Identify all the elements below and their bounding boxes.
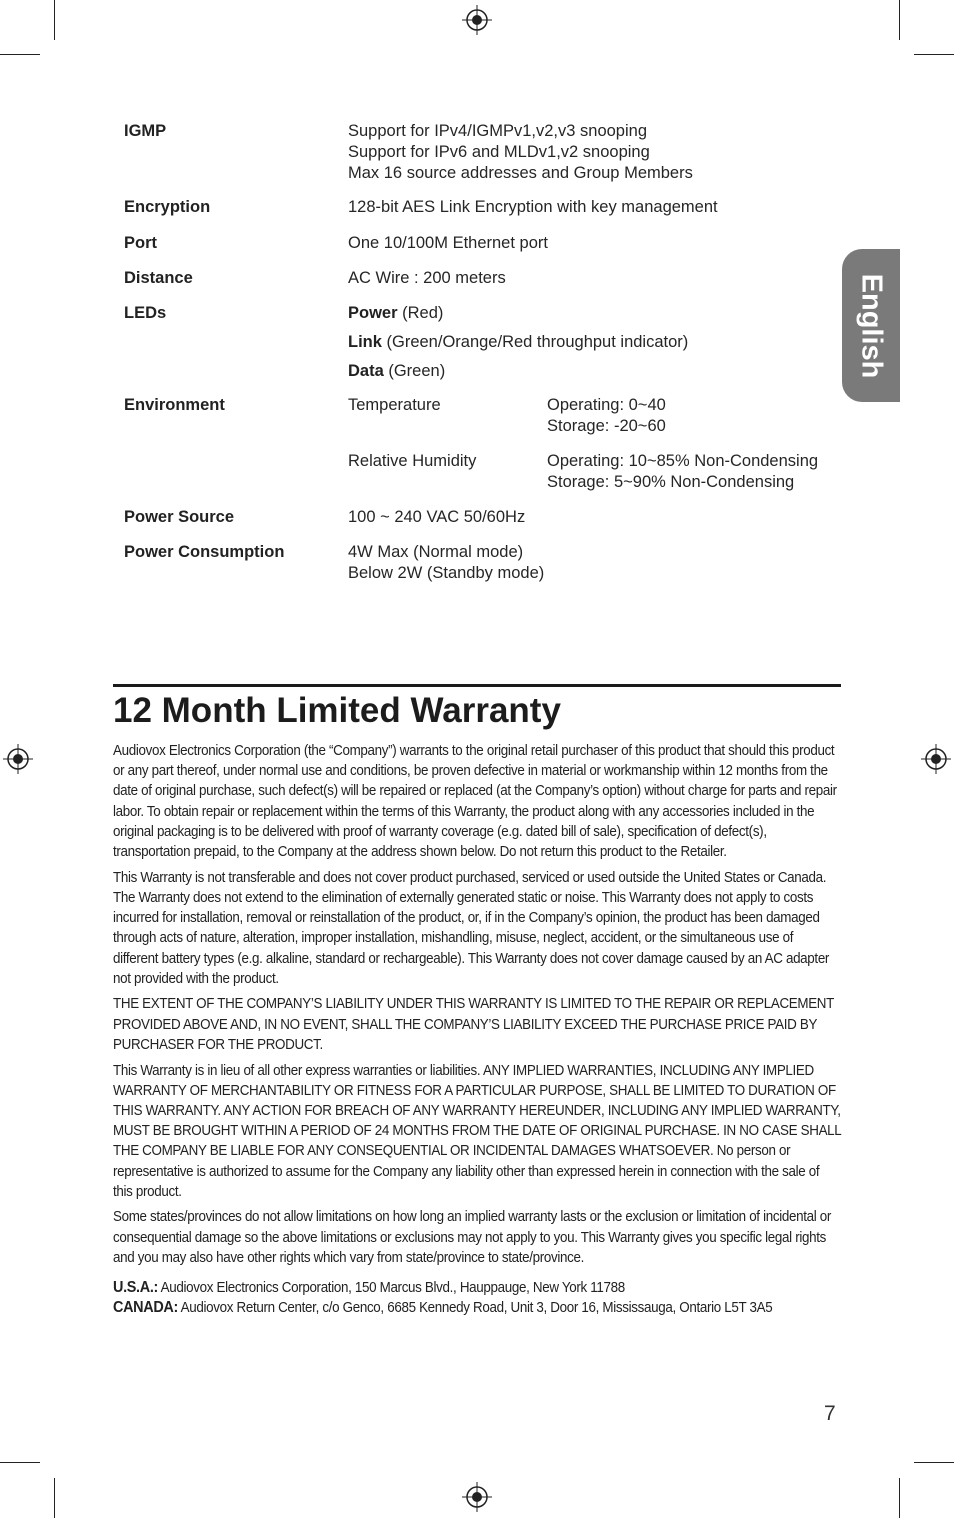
led-item xyxy=(348,328,844,357)
canada-address xyxy=(113,1298,841,1318)
usa-address-text: Audiovox Electronics Corporation, 150 Marcus Blvd., Hauppauge, New York 11788 xyxy=(157,1280,625,1297)
led-desc: (Green) xyxy=(383,362,446,380)
spec-value xyxy=(348,121,844,184)
spec-label: Port xyxy=(124,234,157,252)
registration-mark-icon xyxy=(921,744,951,774)
spec-value-line: 4W Max (Normal mode) xyxy=(348,543,524,561)
spec-label: Environment xyxy=(124,396,225,414)
warranty-paragraph: This Warranty is not transferable and does not cover product purchased, serviced or used outside the United States or Canada. The Warranty does not extend to the elimination of externally generated static or noise. This Warranty does not apply to costs incurred for installation, removal or reinstallation of the product, or, if in the Company’s opinion, the product has been damaged through acts of nature, alteration, improper installation, mishandling, misuse, neglect, accident, or the simultaneous use of different battery types (e.g. alkaline, standard or rechargeable). This Warranty does not cover damage caused by an AC adapter not provided with the product. xyxy=(113,869,830,987)
crop-mark xyxy=(914,54,954,55)
sub-value-humidity xyxy=(547,451,818,493)
led-name: Power xyxy=(348,304,398,322)
spec-label: Distance xyxy=(124,269,193,287)
usa-label: U.S.A.: xyxy=(113,1279,158,1297)
spec-value xyxy=(348,299,844,386)
registration-mark-icon xyxy=(462,1482,492,1512)
led-item xyxy=(348,357,844,386)
language-tab xyxy=(842,249,900,402)
section-divider xyxy=(113,684,841,687)
spec-value: One 10/100M Ethernet port xyxy=(348,234,548,252)
sub-value-temperature xyxy=(547,395,666,437)
crop-mark xyxy=(0,1462,40,1463)
registration-mark-icon xyxy=(3,744,33,774)
spec-label: Encryption xyxy=(124,198,211,216)
led-desc: (Red) xyxy=(397,304,444,322)
led-desc: (Green/Orange/Red throughput indicator) xyxy=(381,333,689,351)
spec-value-line: Support for IPv6 and MLDv1,v2 snooping xyxy=(348,143,650,161)
spec-value-line: Storage: -20~60 xyxy=(547,417,666,435)
spec-value-line: Below 2W (Standby mode) xyxy=(348,564,545,582)
spec-label: Power Consumption xyxy=(124,543,285,561)
warranty-paragraph: This Warranty is in lieu of all other express warranties or liabilities. ANY IMPLIED WARRANTIES, INCLUDING ANY IMPLIED WARRANTY OF MERCHANTABILITY OR FITNESS FOR A PARTICULAR PURPOSE, SHALL BE LIMITED TO DURATION OF THIS WARRANTY. ANY ACTION FOR BREACH OF ANY WARRANTY HEREUNDER, INCLUDING ANY IMPLIED WARRANTY, MUST BE BROUGHT WITHIN A PERIOD OF 24 MONTHS FROM THE DATE OF ORIGINAL PURCHASE. IN NO CASE SHALL THE COMPANY BE LIABLE FOR ANY CONSEQUENTIAL OR INCIDENTAL DAMAGES WHATSOEVER. No person or representative is authorized to assume for the Company any liability other than expressed herein in connection with the sale of this product. xyxy=(113,1062,841,1200)
spec-value: AC Wire : 200 meters xyxy=(348,269,506,287)
spec-value-line: Operating: 10~85% Non-Condensing xyxy=(547,452,819,470)
sub-label-temperature: Temperature xyxy=(348,396,441,414)
language-tab-label: English xyxy=(855,273,888,378)
crop-mark xyxy=(914,1462,954,1463)
led-item xyxy=(348,299,844,328)
crop-mark xyxy=(899,0,900,40)
sub-label-humidity: Relative Humidity xyxy=(348,452,477,470)
warranty-paragraph: THE EXTENT OF THE COMPANY’S LIABILITY UNDER THIS WARRANTY IS LIMITED TO THE REPAIR OR REPLACEMENT PROVIDED ABOVE AND, IN NO EVENT, SHALL THE COMPANY’S LIABILITY EXCEED THE PURCHASE PRICE PAID BY PURCHASER FOR THE PRODUCT. xyxy=(113,996,834,1053)
led-name: Data xyxy=(348,362,384,380)
spec-value: 128-bit AES Link Encryption with key management xyxy=(348,198,718,216)
canada-address-text: Audiovox Return Center, c/o Genco, 6685 Kennedy Road, Unit 3, Door 16, Mississauga, Ontario L5T 3A5 xyxy=(177,1300,773,1317)
crop-mark xyxy=(54,0,55,40)
spec-label: LEDs xyxy=(124,304,167,322)
warranty-paragraph: Some states/provinces do not allow limitations on how long an implied warranty lasts or the exclusion or limitation of incidental or consequential damage so the above limitations or exclusions may not apply to you. This Warranty gives you specific legal rights and you may also have other rights which vary from state/province to state/province. xyxy=(113,1209,832,1266)
crop-mark xyxy=(899,1478,900,1518)
spec-value-line: Storage: 5~90% Non-Condensing xyxy=(547,473,795,491)
spec-value-line: Max 16 source addresses and Group Members xyxy=(348,164,693,182)
spec-label: IGMP xyxy=(124,122,167,140)
spec-value-line: Operating: 0~40 xyxy=(547,396,666,414)
address-block xyxy=(113,1278,841,1318)
usa-address xyxy=(113,1278,841,1298)
page-number: 7 xyxy=(824,1402,836,1425)
crop-mark xyxy=(54,1478,55,1518)
canada-label: CANADA: xyxy=(113,1299,178,1317)
registration-mark-icon xyxy=(462,5,492,35)
spec-value: 100 ~ 240 VAC 50/60Hz xyxy=(348,508,526,526)
warranty-title: 12 Month Limited Warranty xyxy=(113,691,561,730)
warranty-body xyxy=(113,741,841,1318)
led-name: Link xyxy=(348,333,382,351)
spec-value xyxy=(348,542,844,584)
spec-value-line: Support for IPv4/IGMPv1,v2,v3 snooping xyxy=(348,122,647,140)
spec-label: Power Source xyxy=(124,508,235,526)
warranty-paragraph: Audiovox Electronics Corporation (the “Company”) warrants to the original retail purchaser of this product that should this product or any part thereof, under normal use and conditions, be proven defective in material or workmanship within 12 months from the date of original purchase, such defect(s) will be repaired or replaced (at the Company’s option) without charge for parts and repair labor. To obtain repair or replacement within the terms of this Warranty, the product along with any accessories included in the original packaging is to be delivered with proof of warranty coverage (e.g. dated bill of sale), specification of defect(s), transportation prepaid, to the Company at the address shown below. Do not return this product to the Retailer. xyxy=(113,743,837,861)
crop-mark xyxy=(0,54,40,55)
